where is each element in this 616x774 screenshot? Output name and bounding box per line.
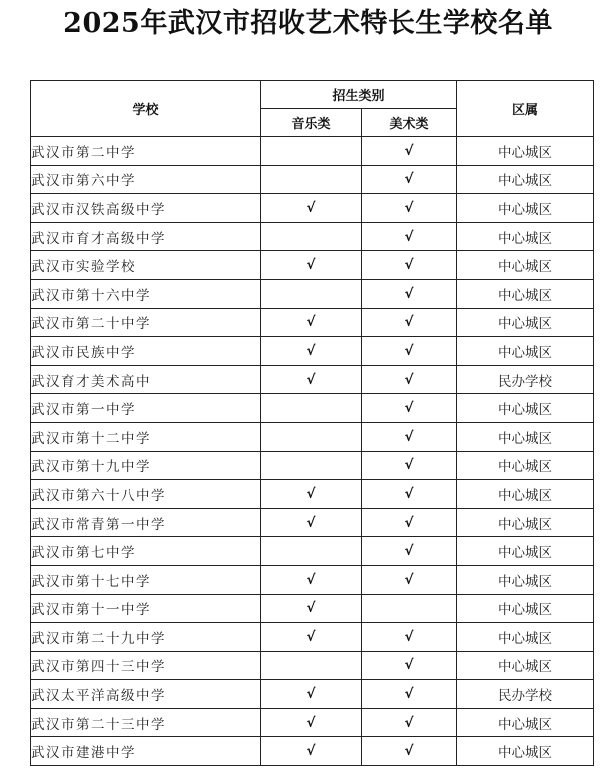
school-name: 武汉市第十一中学	[31, 594, 261, 623]
art-check: √	[362, 337, 457, 366]
art-check: √	[362, 737, 457, 766]
music-check: √	[261, 594, 362, 623]
table-row	[31, 365, 594, 394]
school-name: 武汉市第六中学	[31, 165, 261, 194]
school-name: 武汉市第六十八中学	[31, 480, 261, 509]
music-check: √	[261, 708, 362, 737]
music-check	[261, 537, 362, 566]
school-name: 武汉市常青第一中学	[31, 508, 261, 537]
table-row	[31, 680, 594, 709]
school-name: 武汉市第二中学	[31, 137, 261, 166]
table-row	[31, 394, 594, 423]
page-title: 2025年武汉市招收艺术特长生学校名单	[63, 8, 553, 39]
table-row	[31, 480, 594, 509]
music-check: √	[261, 565, 362, 594]
header-music: 音乐类	[261, 109, 362, 137]
music-check: √	[261, 365, 362, 394]
table-row	[31, 337, 594, 366]
table-row	[31, 451, 594, 480]
art-check: √	[362, 565, 457, 594]
school-name: 武汉市第十七中学	[31, 565, 261, 594]
district-label: 中心城区	[457, 708, 594, 737]
school-name: 武汉市第二十中学	[31, 308, 261, 337]
art-check: √	[362, 480, 457, 509]
school-name: 武汉育才美术高中	[31, 365, 261, 394]
table-row	[31, 422, 594, 451]
district-label: 中心城区	[457, 165, 594, 194]
table-row	[31, 594, 594, 623]
district-label: 民办学校	[457, 365, 594, 394]
music-check	[261, 137, 362, 166]
school-name: 武汉市第十二中学	[31, 422, 261, 451]
art-check: √	[362, 365, 457, 394]
music-check	[261, 279, 362, 308]
school-name: 武汉市建港中学	[31, 737, 261, 766]
table-row	[31, 137, 594, 166]
table-row	[31, 651, 594, 680]
music-check: √	[261, 308, 362, 337]
art-check: √	[362, 651, 457, 680]
music-check: √	[261, 623, 362, 652]
music-check	[261, 651, 362, 680]
table-row	[31, 708, 594, 737]
district-label: 中心城区	[457, 394, 594, 423]
music-check: √	[261, 737, 362, 766]
table-row	[31, 737, 594, 766]
music-check	[261, 422, 362, 451]
table-row	[31, 308, 594, 337]
art-check: √	[362, 537, 457, 566]
table-row	[31, 165, 594, 194]
art-check: √	[362, 394, 457, 423]
music-check: √	[261, 480, 362, 509]
art-check: √	[362, 251, 457, 280]
school-table	[30, 80, 594, 766]
music-check	[261, 394, 362, 423]
district-label: 中心城区	[457, 222, 594, 251]
district-label: 中心城区	[457, 594, 594, 623]
district-label: 中心城区	[457, 251, 594, 280]
header-district: 区属	[457, 81, 594, 137]
music-check	[261, 451, 362, 480]
table-row	[31, 508, 594, 537]
art-check	[362, 594, 457, 623]
art-check: √	[362, 279, 457, 308]
music-check: √	[261, 680, 362, 709]
music-check: √	[261, 508, 362, 537]
art-check: √	[362, 451, 457, 480]
music-check: √	[261, 194, 362, 223]
district-label: 中心城区	[457, 508, 594, 537]
table-row	[31, 279, 594, 308]
table-row	[31, 537, 594, 566]
art-check: √	[362, 222, 457, 251]
district-label: 中心城区	[457, 451, 594, 480]
school-name: 武汉市第二十三中学	[31, 708, 261, 737]
district-label: 中心城区	[457, 480, 594, 509]
header-category: 招生类别	[261, 81, 457, 109]
school-name: 武汉市第十九中学	[31, 451, 261, 480]
header-school: 学校	[31, 81, 261, 137]
school-name: 武汉太平洋高级中学	[31, 680, 261, 709]
table-row	[31, 251, 594, 280]
art-check: √	[362, 308, 457, 337]
school-name: 武汉市民族中学	[31, 337, 261, 366]
district-label: 中心城区	[457, 308, 594, 337]
music-check: √	[261, 251, 362, 280]
art-check: √	[362, 137, 457, 166]
table-row	[31, 623, 594, 652]
school-name: 武汉市第十六中学	[31, 279, 261, 308]
art-check: √	[362, 680, 457, 709]
art-check: √	[362, 165, 457, 194]
table-row	[31, 222, 594, 251]
district-label: 中心城区	[457, 422, 594, 451]
district-label: 民办学校	[457, 680, 594, 709]
district-label: 中心城区	[457, 737, 594, 766]
table-header	[31, 81, 594, 137]
district-label: 中心城区	[457, 194, 594, 223]
table-row	[31, 565, 594, 594]
table-row	[31, 194, 594, 223]
art-check: √	[362, 422, 457, 451]
school-name: 武汉市第二十九中学	[31, 623, 261, 652]
district-label: 中心城区	[457, 651, 594, 680]
district-label: 中心城区	[457, 565, 594, 594]
district-label: 中心城区	[457, 537, 594, 566]
school-name: 武汉市第七中学	[31, 537, 261, 566]
district-label: 中心城区	[457, 337, 594, 366]
school-name: 武汉市第一中学	[31, 394, 261, 423]
school-name: 武汉市汉铁高级中学	[31, 194, 261, 223]
school-name: 武汉市第四十三中学	[31, 651, 261, 680]
art-check: √	[362, 194, 457, 223]
district-label: 中心城区	[457, 137, 594, 166]
school-name: 武汉市育才高级中学	[31, 222, 261, 251]
district-label: 中心城区	[457, 279, 594, 308]
school-name: 武汉市实验学校	[31, 251, 261, 280]
art-check: √	[362, 508, 457, 537]
music-check	[261, 165, 362, 194]
table-body	[31, 137, 594, 766]
art-check: √	[362, 708, 457, 737]
district-label: 中心城区	[457, 623, 594, 652]
music-check: √	[261, 337, 362, 366]
art-check: √	[362, 623, 457, 652]
music-check	[261, 222, 362, 251]
header-art: 美术类	[362, 109, 457, 137]
